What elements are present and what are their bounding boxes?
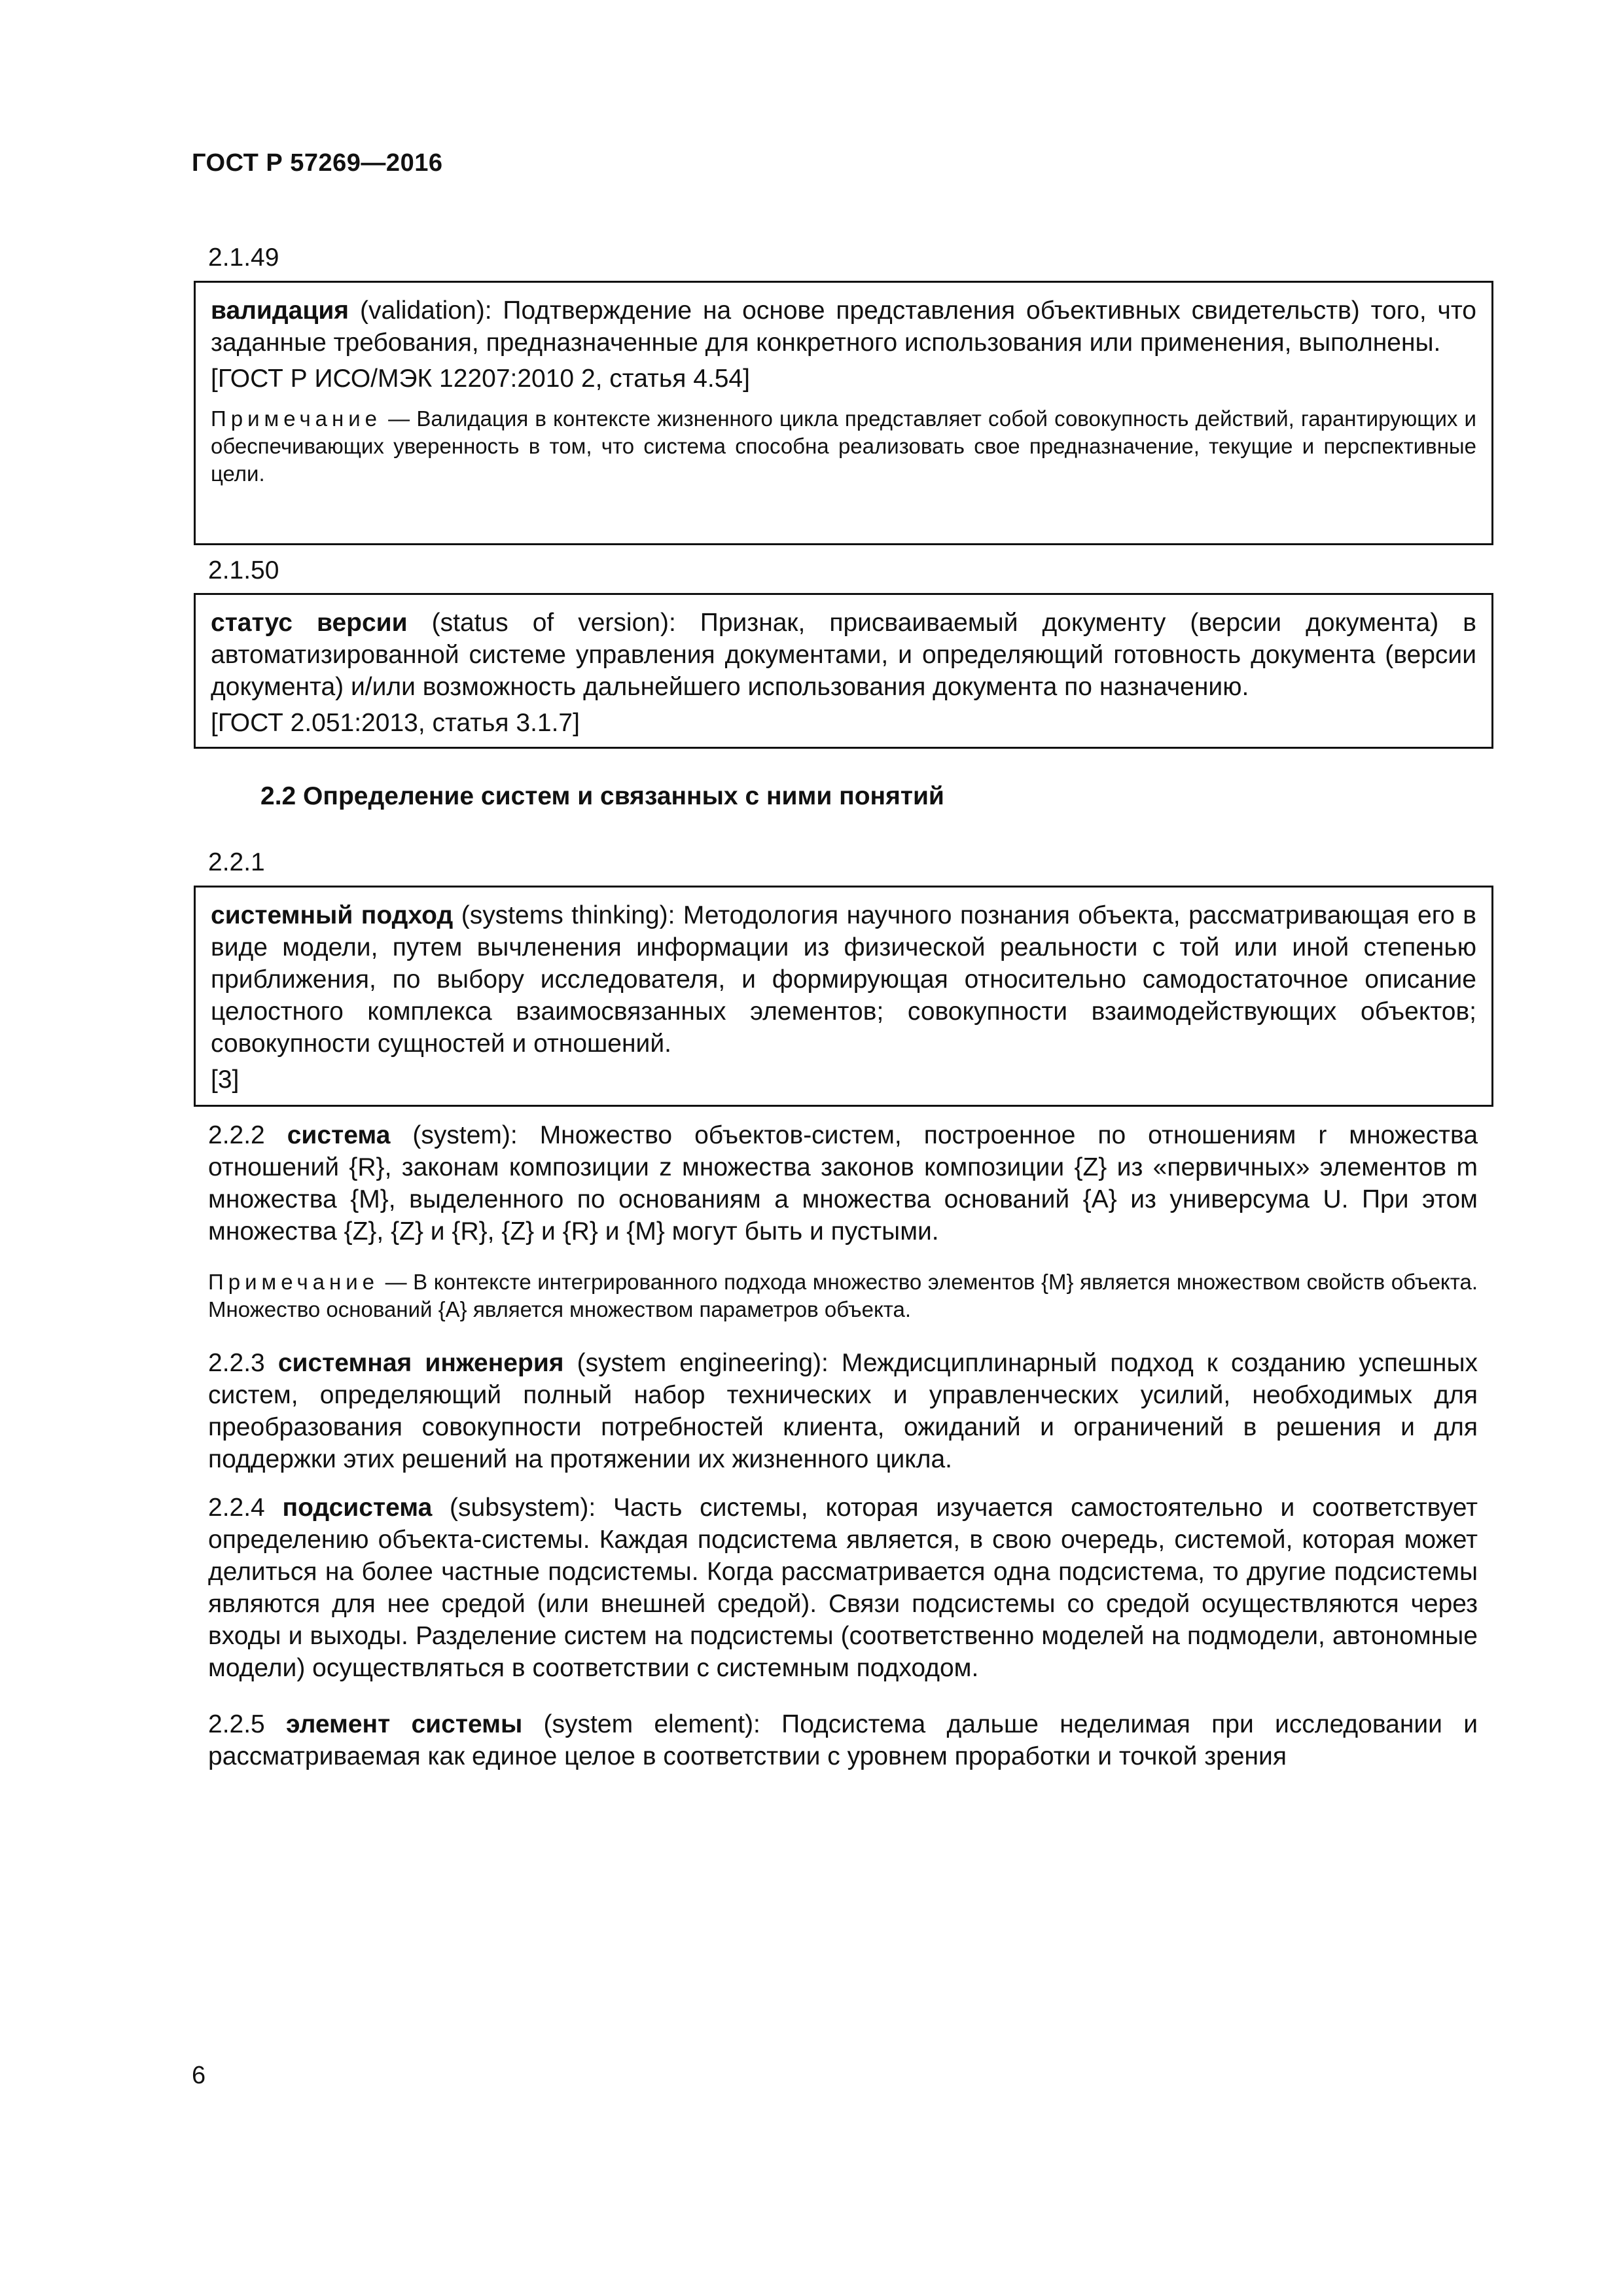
term-paragraph-system-engineering <box>208 1347 1478 1475</box>
term-title: статус версии <box>211 609 408 637</box>
note-paragraph <box>208 1268 1478 1323</box>
term-text: (system engineering): Междисциплинарный подход к созданию успешных систем, определяющий полный набор технических и управленческих усилий, необходимых для преобразования совокупности потребностей клиента, ожиданий и ограничений в решения и для поддержки этих решений на протяжении их жизненного цикла. <box>208 1349 1478 1473</box>
term-definition <box>211 295 1476 359</box>
term-text: (subsystem): Часть системы, которая изучается самостоятельно и соответствует определению объекта-системы. Каждая подсистема является, в свою очередь, системой, которая может делиться на более частные подсистемы. Когда рассматривается одна подсистема, то другие подсистемы являются для нее средой (или внешней средой). Связи подсистемы со средой осуществляются через входы и выходы. Разделение систем на подсистемы (соответственно моделей на подмодели, автономные модели) осуществляться в соответствии с системным подходом. <box>208 1494 1478 1682</box>
term-source: [3] <box>211 1066 240 1094</box>
term-text: (system element): Подсистема дальше неделимая при исследовании и рассматриваемая как единое целое в соответствии с уровнем проработки и точкой зрения <box>208 1710 1478 1770</box>
term-number: 2.2.2 <box>208 1121 287 1149</box>
term-text: (systems thinking): Методология научного познания объекта, рассматривающая его в виде модели, путем вычленения информации из физической реальности с той или иной степенью приближения, по выбору исследователя, и формирующая относительно самодостаточное описание целостного комплекса взаимосвязанных элементов; совокупности взаимодействующих объектов; совокупности сущностей и отношений. <box>211 901 1476 1058</box>
term-text: (system): Множество объектов-систем, построенное по отношениям r множества отношений {R}, законам композиции z множества законов композиции {Z} из «первичных» элементов m множества {M}, выделенного по основаниям a множества оснований {A} из универсума U. При этом множества {Z}, {Z} и {R}, {Z} и {R} и {M} могут быть и пустыми. <box>208 1121 1478 1246</box>
term-number: 2.1.49 <box>208 243 279 272</box>
term-title: системный подход <box>211 901 454 929</box>
document-header: ГОСТ Р 57269—2016 <box>192 149 443 177</box>
term-number: 2.2.3 <box>208 1349 278 1377</box>
term-box-systems-thinking <box>194 886 1493 1107</box>
term-paragraph-subsystem <box>208 1492 1478 1684</box>
term-definition <box>211 899 1476 1060</box>
note-text: — Валидация в контексте жизненного цикла представляет собой совокупность действий, гарантирующих и обеспечивающих уверенность в том, что система способна реализовать свое предназначение, текущие и перспективные цели. <box>211 406 1476 486</box>
term-title: система <box>287 1121 391 1149</box>
term-number: 2.1.50 <box>208 556 279 584</box>
term-number: 2.2.1 <box>208 848 265 876</box>
note-text: — В контексте интегрированного подхода множество элементов {M} является множеством свойств объекта. Множество оснований {A} является множеством параметров объекта. <box>208 1270 1478 1321</box>
term-title: подсистема <box>282 1494 433 1522</box>
term-paragraph-system <box>208 1119 1478 1247</box>
term-box-validation <box>194 281 1493 545</box>
page-number: 6 <box>192 2062 206 2089</box>
term-title: элемент системы <box>286 1710 523 1738</box>
note-label: Примечание <box>211 406 382 431</box>
term-source: [ГОСТ 2.051:2013, статья 3.1.7] <box>211 709 580 737</box>
note-label: Примечание <box>208 1270 380 1294</box>
term-title: системная инженерия <box>277 1349 564 1377</box>
term-text: (status of version): Признак, присваиваемый документу (версии документа) в автоматизированной системе управления документами, и определяющий готовность документа (версии документа) и/или возможность дальнейшего использования документа по назначению. <box>211 609 1476 701</box>
term-source: [ГОСТ Р ИСО/МЭК 12207:2010 2, статья 4.54] <box>211 365 750 393</box>
term-box-version-status <box>194 593 1493 749</box>
term-note <box>211 405 1476 488</box>
section-heading: 2.2 Определение систем и связанных с ними понятий <box>260 782 944 810</box>
term-number: 2.2.4 <box>208 1494 283 1522</box>
term-number: 2.2.5 <box>208 1710 287 1738</box>
term-text: (validation): Подтверждение на основе представления объективных свидетельств) того, что заданные требования, предназначенные для конкретного использования или применения, выполнены. <box>211 296 1476 357</box>
term-paragraph-system-element <box>208 1708 1478 1772</box>
term-definition <box>211 607 1476 703</box>
term-title: валидация <box>211 296 349 325</box>
